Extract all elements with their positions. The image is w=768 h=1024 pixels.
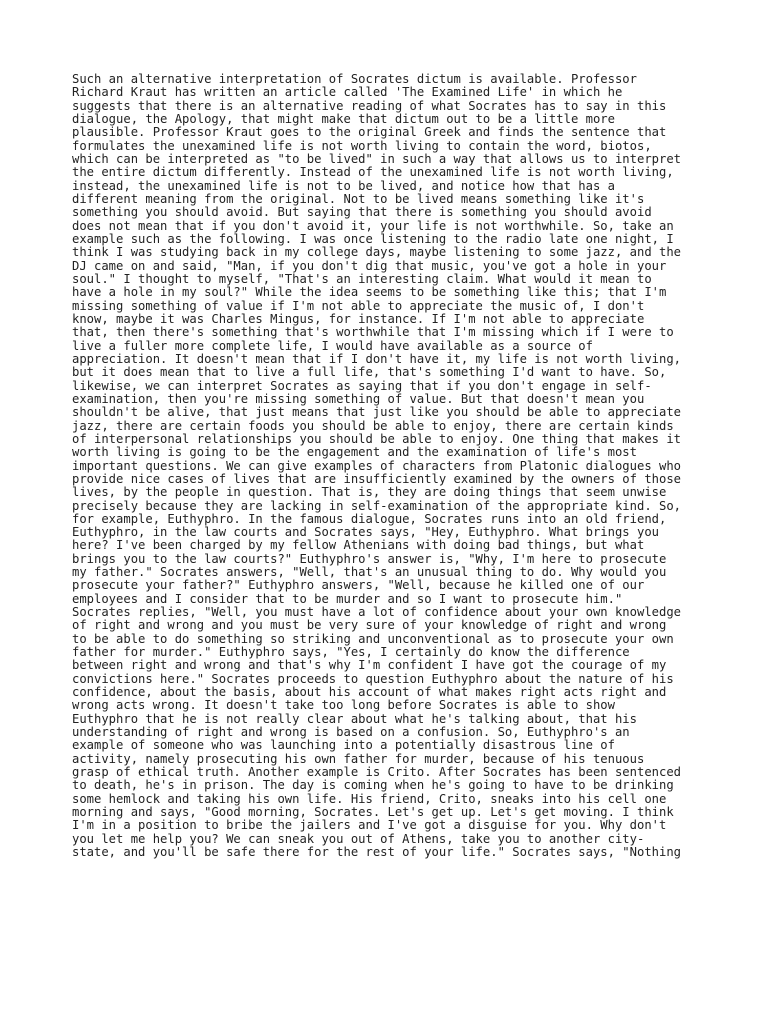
document-body-text: Such an alternative interpretation of Socrates dictum is available. Professor Richard Kraut has written an article called 'The Examined Life' in which he suggests that there is an alternative reading of what Socrates has to say in this dialogue, the Apology, that might make that dictum out to be a little more plausible. Professor Kraut goes to the original Greek and finds the sentence that formulates the unexamined life is not worth living to contain the word, biotos, which can be interpreted as "to be lived" in such a way that allows us to interpret the entire dictum differently. Instead of the unexamined life is not worth living, instead, the unexamined life is not to be lived, and notice how that has a different meaning from the original. Not to be lived means something like it's something you should avoid. But saying that there is something you should avoid does not mean that if you don't avoid it, your life is not worthwhile. So, take an example such as the following. I was once listening to the radio late one night, I think I was studying back in my college days, maybe listening to some jazz, and the DJ came on and said, "Man, if you don't dig that music, you've got a hole in your soul." I thought to myself, "That's an interesting claim. What would it mean to have a hole in my soul?" While the idea seems to be something like this; that I'm missing something of value if I'm not able to appreciate the music of, I don't know, maybe it was Charles Mingus, for instance. If I'm not able to appreciate that, then there's something that's worthwhile that I'm missing which if I were to live a fuller more complete life, I would have available as a source of appreciation. It doesn't mean that if I don't have it, my life is not worth living, but it does mean that to live a full life, that's something I'd want to have. So, likewise, we can interpret Socrates as saying that if you don't engage in self- examination, then you're missing something of value. But that doesn't mean you shouldn't be alive, that just means that just like you should be able to appreciate jazz, there are certain foods you should be able to enjoy, there are certain kinds of interpersonal relationships you should be able to enjoy. One thing that makes it worth living is going to be the engagement and the examination of life's most important questions. We can give examples of characters from Platonic dialogues who provide nice cases of lives that are insufficiently examined by the owners of those lives, by the people in question. That is, they are doing things that seem unwise precisely because they are lacking in self-examination of the appropriate kind. So, for example, Euthyphro. In the famous dialogue, Socrates runs into an old friend, Euthyphro, in the law courts and Socrates says, "Hey, Euthyphro. What brings you here? I've been charged by my fellow Athenians with doing bad things, but what brings you to the law courts?" Euthyphro's answer is, "Why, I'm here to prosecute my father." Socrates answers, "Well, that's an unusual thing to do. Why would you prosecute your father?" Euthyphro answers, "Well, because he killed one of our employees and I consider that to be murder and so I want to prosecute him." Socrates replies, "Well, you must have a lot of confidence about your own knowledge of right and wrong and you must be very sure of your knowledge of right and wrong to be able to do something so striking and unconventional as to prosecute your own father for murder." Euthyphro says, "Yes, I certainly do know the difference between right and wrong and that's why I'm confident I have got the courage of my convictions here." Socrates proceeds to question Euthyphro about the nature of his confidence, about the basis, about his account of what makes right acts right and wrong acts wrong. It doesn't take too long before Socrates is able to show Euthyphro that he is not really clear about what he's talking about, that his understanding of right and wrong is based on a confusion. So, Euthyphro's an example of someone who was launching into a potentially disastrous line of activity, namely prosecuting his own father for murder, because of his tenuous grasp of ethical truth. Another example is Crito. After Socrates has been sentenced to death, he's in prison. The day is coming when he's going to have to be drinking some hemlock and taking his own life. His friend, Crito, sneaks into his cell one morning and says, "Good morning, Socrates. Let's get up. Let's get moving. I think I'm in a position to bribe the jailers and I've got a disguise for you. Why don't you let me help you? We can sneak you out of Athens, take you to another city- state, and you'll be safe there for the rest of your life." Socrates says, "Nothing: [72, 72, 682, 860]
